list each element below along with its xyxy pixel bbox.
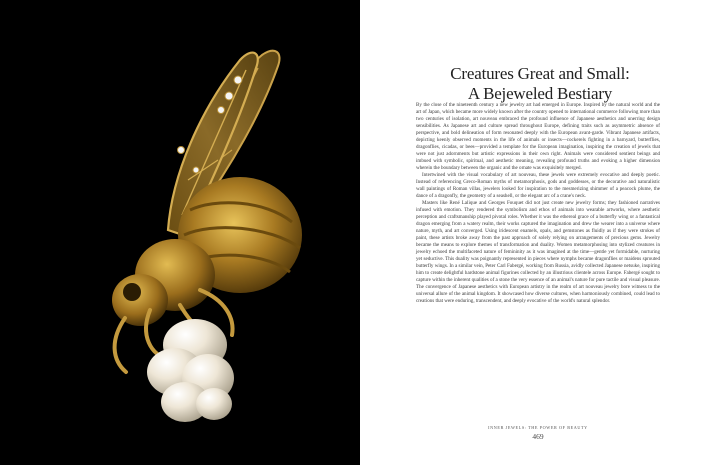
article-body bbox=[416, 102, 660, 305]
body-paragraph-3: Masters like René Lalique and Georges Fouquet did not just create new jewelry forms; they fashioned narratives infused with emotion. They rendered the symbolism and ethos of animals into wearable artworks, where aesthetic perception and craftsmanship played pivotal roles. Whether it was the ethereal grace of a butterfly wing or a fantastical dragon emerging from a watery realm, their works captured the imagination and drew the wearer into a universe where nature, myth, and art converged. Using iridescent enamels, opals, and gemstones as fluidly as if they were strokes of paint, these artists broke away from the past approach of solely relying on arrangements of precious gems. Jewelry became the means to explore themes of transformation and duality. Women metamorphosing into stylized creatures in jewelry echoed the multifaceted nature of femininity as it was imagined at the time—gentle yet formidable, nurturing yet seductive. This duality was poignantly represented in pieces where nymphs became dragonflies or maidens sprouted butterfly wings. In a similar vein, Peter Carl Fabergé, working from Russia, avidly collected Japanese netsuke, inspiring him to create delightful hardstone animal figurines collected by an illustrious clientele across Europe. Fabergé sought to capture within the inherent qualities of a stone the very essence of an animal's nature for pure tactile and visual pleasure. The convergence of Japanese aesthetics with European artistry in the realm of art nouveau jewelry bore witness to the universal allure of the animal kingdom. It showcased how diverse cultures, when harmoniously combined, could lead to creations that were enduring, transcendent, and deeply evocative of the world's natural splendor. bbox=[416, 200, 660, 305]
article-title bbox=[440, 64, 640, 104]
bee-thorax bbox=[112, 239, 215, 326]
body-paragraph-2: Intertwined with the visual vocabulary of art nouveau, these jewels were extremely evocative and deeply poetic. Instead of referencing Greco-Roman myths of metamorphosis, gods and goddesses, or the decorative and naturalistic wall paintings of Roman villas, jewelers looked for inspiration to the mesmerizing shimmer of a peacock plume, the dance of a dragonfly, the geometry of a seashell, or the elegant arc of a crane's neck. bbox=[416, 172, 660, 200]
baroque-pearl bbox=[147, 319, 234, 422]
running-head: INNER JEWELS: THE POWER OF BEAUTY bbox=[488, 425, 588, 430]
title-line-2: A Bejeweled Bestiary bbox=[467, 84, 613, 103]
title-line-1: Creatures Great and Small: bbox=[450, 64, 630, 83]
body-paragraph-1: By the close of the nineteenth century a new jewelry art had emerged in Europe. Inspired by the natural world and the art of Japan, which became more widely known after the country opened to international commerce following more than two centuries of isolation, art nouveau embraced the profound influence of Japanese aesthetics and unerring design sensibilities. As Japanese art and culture spread throughout Europe, defining traits such as asymmetric absence of perspective, and bold delineation of form resonated deeply with the European avant-garde. Vibrant Japanese artifacts, depicting keenly observed moments in the life of animals or insects—cockerels fighting in a barnyard, butterflies, dragonflies, cicadas, or bees—provided a template for the European imagination, inspiring the creation of jewels that were not just adornments but artistic expressions in their own right. Animals were considered sentient beings and imbued with symbolic, spiritual, and aesthetic meaning, revealing profound truths and evoking a higher dimension wherein the boundary between the organic and the ornate was exquisitely merged. bbox=[416, 102, 660, 172]
page-footer bbox=[416, 425, 660, 442]
page-number: 469 bbox=[532, 432, 544, 441]
